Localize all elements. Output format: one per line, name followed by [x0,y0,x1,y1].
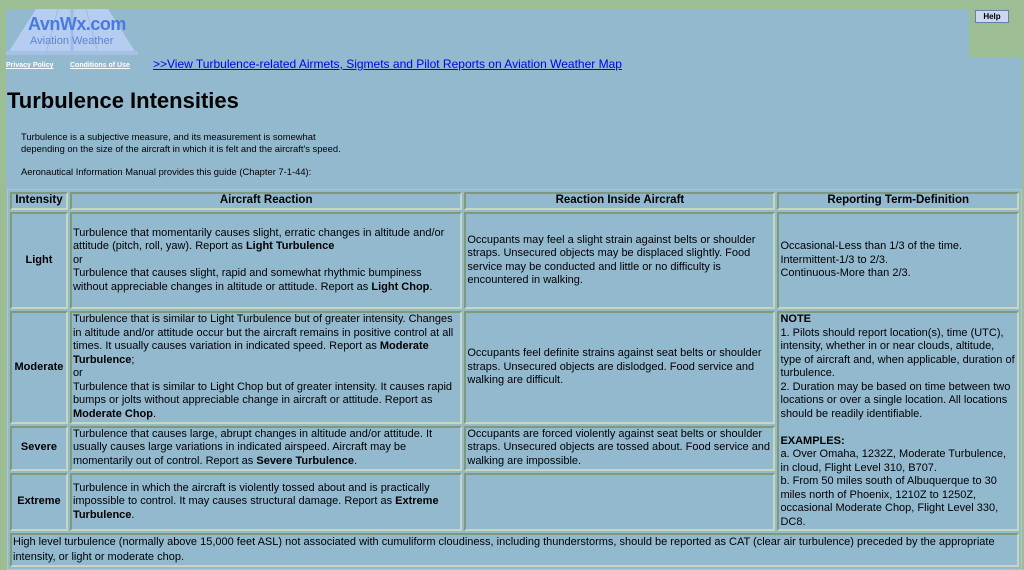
logo-subtitle: Aviation Weather [30,35,114,47]
header-reaction-inside: Reaction Inside Aircraft [464,192,775,210]
table-row [10,311,1019,424]
note-cell [777,311,1019,531]
header-intensity: Intensity [10,192,68,210]
note-heading: NOTE [780,313,811,325]
examples-heading: EXAMPLES: [780,434,845,447]
note-item: 1. Pilots should report location(s), time (UTC), intensity, whether in or near clouds, altitude, type of aircraft and, when applicable, duration of turbulence. [780,326,1015,379]
example-item: b. From 50 miles south of Albuquerque to 30 miles north of Phoenix, 1210Z to 1250Z, occasional Moderate Chop, Flight Level 330, DC8. [780,475,999,528]
header-aircraft-reaction: Aircraft Reaction [70,192,462,210]
intensity-cell: Light [10,212,68,309]
table-row [10,212,1019,309]
intro-line: Turbulence is a subjective measure, and its measurement is somewhat [21,131,316,142]
aircraft-reaction-cell: Turbulence that causes large, abrupt changes in altitude and/or attitude. It usually causes large variations in indicated airspeed. Aircraft may be momentarily out of control. Report as Severe Turbulence. [70,426,462,471]
example-item: a. Over Omaha, 1232Z, Moderate Turbulence, in cloud, Flight Level 310, B707. [780,448,1007,474]
aircraft-reaction-cell: Turbulence that momentarily causes slight, erratic changes in altitude and/or attitude (pitch, roll, yaw). Report as Light Turbulence or Turbulence that causes slight, rapid and somewhat rhythmic bumpiness without appreciable changes in altitude or attitude. Report as Light Chop. [70,212,462,309]
turbulence-table [7,189,1022,570]
reaction-inside-cell: Occupants feel definite strains against seat belts or shoulder straps. Unsecured objects are dislodged. Food service and walking are difficult. [464,311,775,424]
table-footer-row [10,533,1019,567]
header-reporting-term: Reporting Term-Definition [777,192,1019,210]
turbulence-map-link[interactable]: >>View Turbulence-related Airmets, Sigmets and Pilot Reports on Aviation Weather Map [153,57,622,71]
aim-reference: Aeronautical Information Manual provides this guide (Chapter 7-1-44): [21,166,312,177]
intro-paragraph [21,131,341,155]
site-logo[interactable] [6,9,136,54]
reaction-inside-cell: Occupants are forced violently against seat belts or shoulder straps. Unsecured objects are tossed about. Food service and walking are impossible. [464,426,775,471]
logo-title: AvnWx.com [28,14,126,34]
conditions-of-use-link[interactable]: Conditions of Use [70,62,130,69]
intensity-cell: Extreme [10,473,68,531]
cat-note: High level turbulence (normally above 15,000 feet ASL) not associated with cumuliform cloudiness, including thunderstorms, should be reported as CAT (clear air turbulence) preceded by the appropriate intensity, or light or moderate chop. [10,533,1019,567]
aircraft-reaction-cell: Turbulence that is similar to Light Turbulence but of greater intensity. Changes in altitude and/or attitude occur but the aircraft remains in positive control at all times. It usually causes variation in indicated speed. Report as Moderate Turbulence; or Turbulence that is similar to Light Chop but of greater intensity. It causes rapid bumps or jolts without appreciable change in aircraft or attitude. Report as Moderate Chop. [70,311,462,424]
page-title: Turbulence Intensities [7,88,239,113]
intro-line: depending on the size of the aircraft in which it is felt and the aircraft's speed. [21,143,341,154]
note-item: 2. Duration may be based on time between two locations or over a single location. All locations should be readily identifiable. [780,380,1011,420]
reaction-inside-cell [464,473,775,531]
intensity-cell: Severe [10,426,68,471]
aircraft-reaction-cell: Turbulence in which the aircraft is violently tossed about and is practically impossible to control. It may causes structural damage. Report as Extreme Turbulence. [70,473,462,531]
privacy-policy-link[interactable]: Privacy Policy [6,62,54,69]
reaction-inside-cell: Occupants may feel a slight strain against belts or shoulder straps. Unsecured objects may be displaced slightly. Food service may be conducted and little or no difficulty is encountered in walking. [464,212,775,309]
intensity-cell: Moderate [10,311,68,424]
reporting-term-cell: Occasional-Less than 1/3 of the time. Intermittent-1/3 to 2/3. Continuous-More than 2/3. [777,212,1019,309]
help-button[interactable]: Help [975,10,1009,23]
table-header-row [10,192,1019,210]
